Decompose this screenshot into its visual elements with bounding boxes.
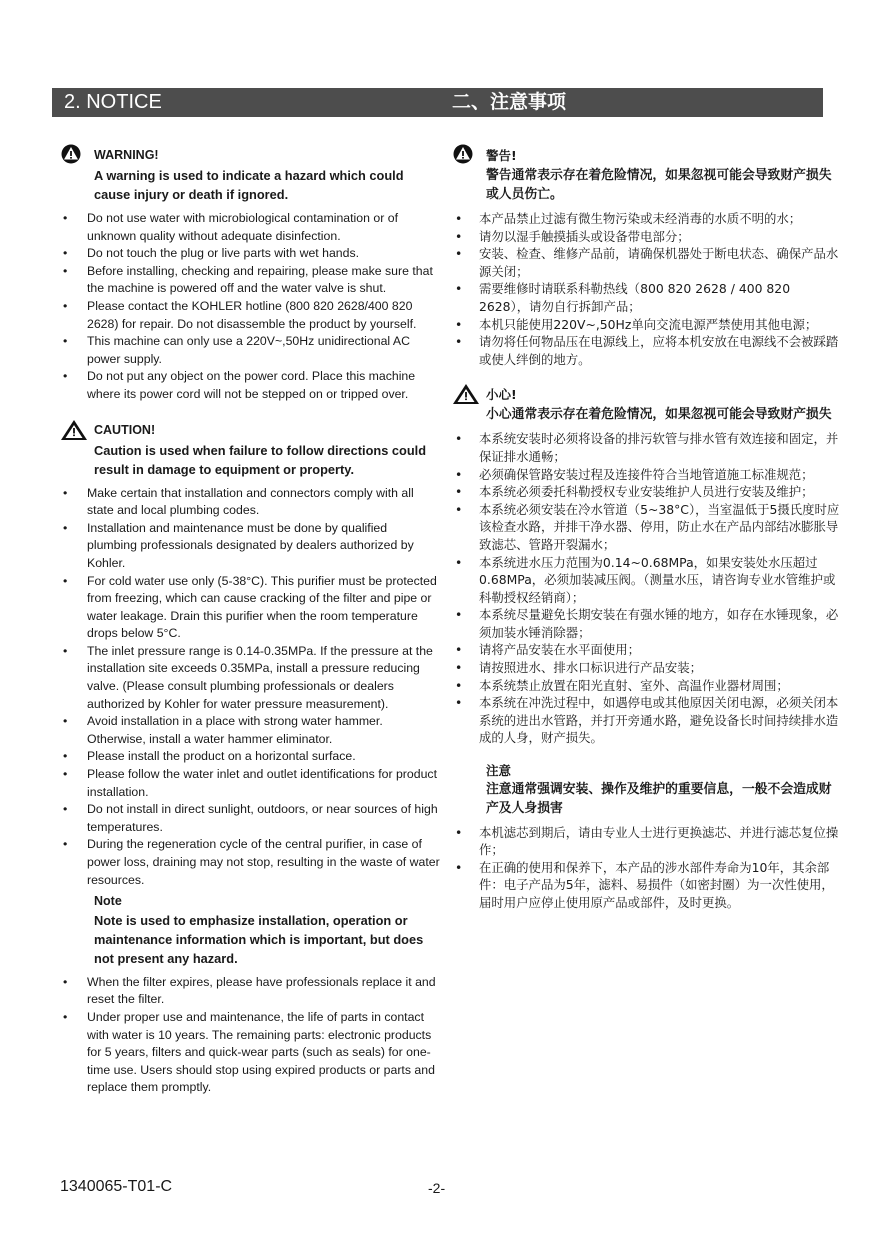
list-item: • 本系统进水压力范围为0.14~0.68MPa，如果安装处水压超过0.68MPa，必须加装减压阀。（测量水压，请咨询专业水管维护或科勒授权经销商）； [452,554,844,607]
list-item: • 本系统安装时必须将设备的排污软管与排水管有效连接和固定，并保证排水通畅； [452,430,844,465]
list-item: • Do not touch the plug or live parts with wet hands. [60,245,440,263]
caution-heading [60,419,440,441]
caution-description: Caution is used when failure to follow directions could result in damage to equipment or property. [94,442,427,477]
list-item: • Make certain that installation and connectors comply with all state and local plumbing codes. [60,485,440,520]
caution-list-cn [452,430,844,747]
list-item: • The inlet pressure range is 0.14-0.35MPa. If the pressure at the installation site exceeds 0.35MPa, install a pressure reducing valve. (Please consult plumbing professionals or dealers authorized by Kohler for water pressure measurement). [60,643,440,713]
list-item: • This machine can only use a 220V~,50Hz unidirectional AC power supply. [60,333,440,368]
list-item: • 必须确保管路安装过程及连接件符合当地管道施工标准规范； [452,466,844,484]
caution-list [60,485,440,890]
list-item: • 本系统必须安装在冷水管道（5~38°C），当室温低于5摄氏度时应该检查水路，并排干净水器、停用，防止水在产品内部结冰膨胀导致滤芯、管路开裂漏水； [452,501,844,554]
section-title-cn: 二、注意事项 [452,91,567,113]
note-list-cn [452,824,844,912]
warning-label: WARNING! [94,148,159,162]
warning-description: A warning is used to indicate a hazard which could cause injury or death if ignored. [94,168,404,202]
section-header [52,88,823,117]
list-item: • 本机滤芯到期后，请由专业人士进行更换滤芯、并进行滤芯复位操作； [452,824,844,859]
note-label: Note [94,894,122,909]
caution-label-cn: 小心! [486,387,517,403]
list-item: • 本机只能使用220V~,50Hz单向交流电源严禁使用其他电源； [452,316,844,334]
list-item: • Avoid installation in a place with strong water hammer. Otherwise, install a water hammer eliminator. [60,713,440,748]
list-item: • Under proper use and maintenance, the life of parts in contact with water is 10 years. The remaining parts: electronic products for 5 years, filters and quick-wear parts (such as seals) for one-time use. Users should stop using expired products or parts and replace them promptly. [60,1009,440,1097]
warning-heading-cn [452,144,844,166]
list-item: • 请将产品安装在水平面使用； [452,641,844,659]
warning-description-cn: 警告通常表示存在着危险情况，如果忽视可能会导致财产损失或人员伤亡。 [486,168,832,202]
warning-label-cn: 警告! [486,148,517,163]
note-list [60,974,440,1097]
note-description: Note is used to emphasize installation, operation or maintenance information which is important, but does not present any hazard. [94,912,424,966]
warning-heading [60,144,440,166]
list-item: • When the filter expires, please have professionals replace it and reset the filter. [60,974,440,1009]
caution-description-cn: 小心通常表示存在着危险情况，如果忽视可能会导致财产损失 [486,407,832,423]
list-item: • 请勿以湿手触摸插头或设备带电部分； [452,228,844,246]
caution-label: CAUTION! [94,422,156,437]
caution-triangle-icon [452,383,480,405]
note-label-cn: 注意 [486,763,512,779]
chinese-column [452,140,844,912]
caution-heading-cn [452,383,844,405]
list-item: • 本产品禁止过滤有微生物污染或未经消毒的水质不明的水； [452,210,844,228]
list-item: • 本系统必须委托科勒授权专业安装维护人员进行安装及维护； [452,483,844,501]
document-code: 1340065-T01-C [60,1178,173,1195]
list-item: • For cold water use only (5-38°C). This purifier must be protected from freezing, which can cause cracking of the filter and pipe or water leakage. Drain this purifier when the room temperature drops below 5°C. [60,573,440,643]
list-item: • 请勿将任何物品压在电源线上，应将本机安放在电源线不会被踩踏或使人绊倒的地方。 [452,333,844,368]
list-item: • 本系统在冲洗过程中，如遇停电或其他原因关闭电源，必须关闭本系统的进出水管路，并打开旁通水路，避免设备长时间持续排水造成的人身，财产损失。 [452,694,844,747]
list-item: • Please install the product on a horizontal surface. [60,748,440,766]
english-column [60,140,440,1097]
list-item: • 安装、检查、维修产品前，请确保机器处于断电状态、确保产品水源关闭； [452,245,844,280]
warning-list [60,210,440,404]
note-description-cn: 注意通常强调安装、操作及维护的重要信息，一般不会造成财产及人身损害 [486,781,832,816]
warning-triangle-icon [60,144,82,164]
list-item: • Do not use water with microbiological contamination or of unknown quality without adequate disinfection. [60,210,440,245]
list-item: • During the regeneration cycle of the central purifier, in case of power loss, draining may not stop, resulting in the waste of water resources. [60,836,440,889]
list-item: • Please contact the KOHLER hotline (800 820 2628/400 820 2628) for repair. Do not disassemble the product by yourself. [60,298,440,333]
section-title-en: 2. NOTICE [64,91,162,113]
caution-triangle-icon [60,419,88,441]
list-item: • Do not install in direct sunlight, outdoors, or near sources of high temperatures. [60,801,440,836]
list-item: • Do not put any object on the power cord. Place this machine where its power cord will not be stepped on or tripped over. [60,368,440,403]
list-item: • 本系统禁止放置在阳光直射、室外、高温作业器材周围； [452,677,844,695]
list-item: • Installation and maintenance must be done by qualified plumbing professionals designated by dealers authorized by Kohler. [60,520,440,573]
warning-list-cn [452,210,844,368]
list-item: • Before installing, checking and repairing, please make sure that the machine is powered off and the water valve is shut. [60,263,440,298]
list-item: • Please follow the water inlet and outlet identifications for product installation. [60,766,440,801]
warning-triangle-icon [452,144,474,164]
list-item: • 在正确的使用和保养下，本产品的涉水部件寿命为10年，其余部件：电子产品为5年，滤料、易损件（如密封圈）为一次性使用，届时用户应停止使用原产品或部件，及时更换。 [452,859,844,912]
list-item: • 需要维修时请联系科勒热线（800 820 2628 / 400 820 2628），请勿自行拆卸产品； [452,280,844,315]
list-item: • 本系统尽量避免长期安装在有强水锤的地方，如存在水锤现象，必须加装水锤消除器； [452,606,844,641]
list-item: • 请按照进水、排水口标识进行产品安装； [452,659,844,677]
page-number: -2- [428,1180,446,1196]
